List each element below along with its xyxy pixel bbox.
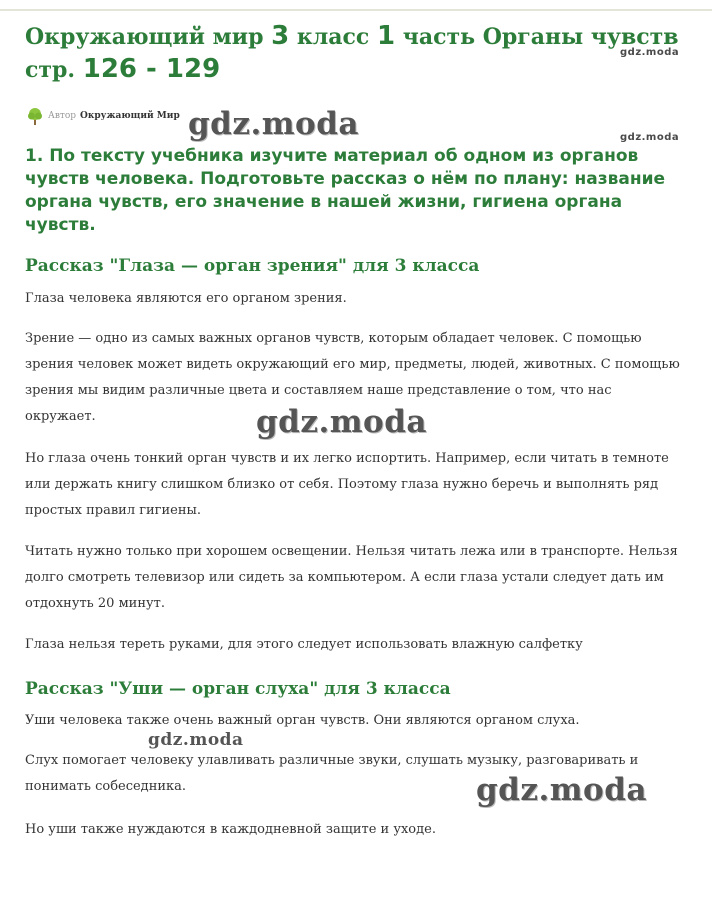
task-text: 1. По тексту учебника изучите материал об одном из органов чувств человека. Подготовьте рассказ о нём по плану: название органа чувств, его значение в нашей жизни, гигиена органа чувств. bbox=[25, 146, 666, 235]
section-title-eyes: Рассказ "Глаза — орган зрения" для 3 класса bbox=[25, 256, 480, 276]
paragraph: Глаза человека являются его органом зрения. bbox=[25, 291, 347, 306]
watermark: gdz.moda bbox=[148, 730, 244, 750]
page-title: Окружающий мир 3 класс 1 часть Органы чувств стр. 126 - 129 bbox=[25, 21, 679, 84]
watermark: gdz.moda bbox=[188, 106, 359, 142]
watermark: gdz.moda bbox=[620, 47, 680, 58]
author-name[interactable]: Окружающий Мир bbox=[80, 111, 180, 121]
paragraph: Но уши также нуждаются в каждодневной защите и уходе. bbox=[25, 822, 436, 837]
paragraph: Но глаза очень тонкий орган чувств и их легко испортить. Например, если читать в темноте или держать книгу слишком близко от себя. Поэтому глаза нужно беречь и выполнять ряд простых правил гигиены. bbox=[25, 451, 669, 518]
section-title-ears: Рассказ "Уши — орган слуха" для 3 класса bbox=[25, 679, 451, 699]
top-divider bbox=[0, 9, 712, 11]
watermark: gdz.moda bbox=[256, 404, 427, 440]
paragraph: Зрение — одно из самых важных органов чувств, которым обладает человек. С помощью зрения человек может видеть окружающий его мир, предметы, людей, животных. С помощью зрения мы видим различные цвета и составляем наше представление о том, что нас окружает. bbox=[25, 331, 680, 424]
watermark: gdz.moda bbox=[620, 132, 680, 143]
author-line bbox=[25, 106, 180, 126]
paragraph: Уши человека также очень важный орган чувств. Они являются органом слуха. bbox=[25, 713, 580, 728]
paragraph: Читать нужно только при хорошем освещении. Нельзя читать лежа или в транспорте. Нельзя долго смотреть телевизор или сидеть за компьютером. А если глаза устали следует дать им отдохнуть 20 минут. bbox=[25, 544, 678, 611]
author-label: Автор bbox=[48, 111, 77, 121]
watermark: gdz.moda bbox=[476, 772, 647, 808]
paragraph: Глаза нельзя тереть руками, для этого следует использовать влажную салфетку bbox=[25, 637, 583, 652]
paragraph: Слух помогает человеку улавливать различные звуки, слушать музыку, разговаривать и понимать собеседника. bbox=[25, 753, 639, 794]
tree-icon bbox=[25, 106, 45, 126]
